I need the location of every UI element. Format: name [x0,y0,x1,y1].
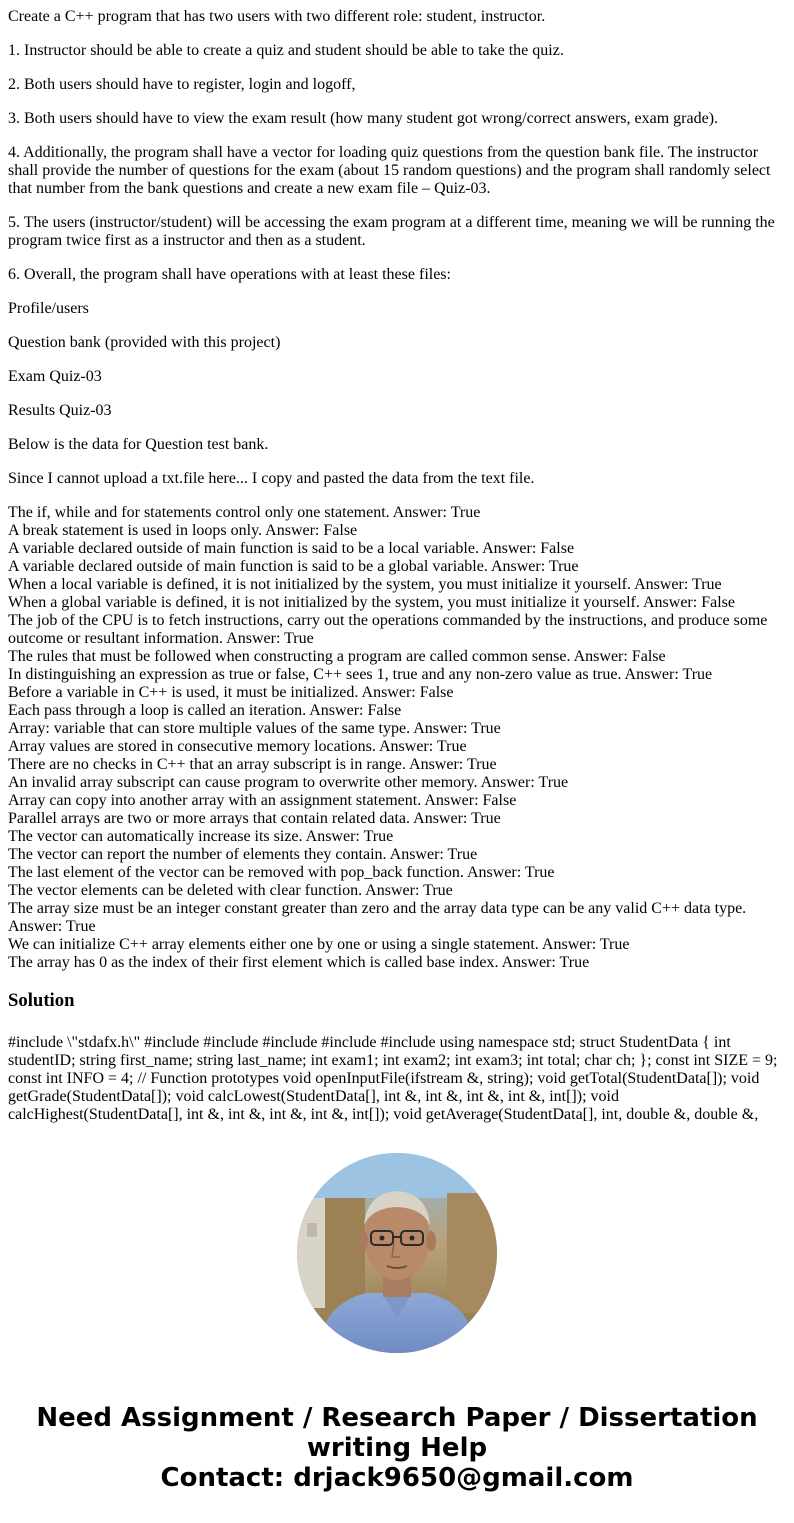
bank-item: The if, while and for statements control only one statement. Answer: True [8,504,481,521]
solution-heading: Solution [8,990,75,1011]
bank-item: Before a variable in C++ is used, it must be initialized. Answer: False [8,684,454,701]
bank-item: There are no checks in C++ that an array subscript is in range. Answer: True [8,756,497,773]
bank-item: The vector can report the number of elements they contain. Answer: True [8,846,478,863]
bank-item: Array values are stored in consecutive memory locations. Answer: True [8,738,467,755]
requirement-6: 6. Overall, the program shall have operations with at least these files: [8,266,451,283]
footer-line-2: writing Help [306,1433,488,1463]
bank-item: Array can copy into another array with an assignment statement. Answer: False [8,792,517,809]
bank-item: A variable declared outside of main function is said to be a global variable. Answer: True [8,558,579,575]
footer-contact: Contact: drjack9650@gmail.com [160,1463,634,1493]
bank-item: We can initialize C++ array elements either one by one or using a single statement. Answer: True [8,936,630,953]
file-profile-users: Profile/users [8,300,89,317]
solution-code: #include \"stdafx.h\" #include #include #include #include #include using namespace std; struct StudentData { int studentID; string first_name; string last_name; int exam1; int exam2; int exam3; int total; char ch; }; const int SIZE = 9; const int INFO = 4; // Function prototypes void openInputFile(ifstream &, string); void getTotal(StudentData[]); void getGrade(StudentData[]); void calcLowest(StudentData[], int &, int &, int &, int &, int[]); void calcHighest(StudentData[], int &, int &, int &, int &, int[]); void getAverage(StudentData[], int, double &, double &, [8,1034,778,1123]
bank-item: The array has 0 as the index of their first element which is called base index. Answer: True [8,954,590,971]
upload-note: Since I cannot upload a txt.file here... I copy and pasted the data from the text file. [8,470,535,487]
requirement-3: 3. Both users should have to view the exam result (how many student got wrong/correct answers, exam grade). [8,110,719,127]
bank-item: The vector can automatically increase its size. Answer: True [8,828,394,845]
footer-line-1: Need Assignment / Research Paper / Dissertation [36,1403,758,1433]
bank-item: The array size must be an integer constant greater than zero and the array data type can be any valid C++ data type. Answer: True [8,900,747,935]
bank-item: An invalid array subscript can cause program to overwrite other memory. Answer: True [8,774,569,791]
question-bank-list [8,504,786,972]
file-question-bank: Question bank (provided with this project) [8,334,281,351]
bank-item: When a global variable is defined, it is not initialized by the system, you must initialize it yourself. Answer: False [8,594,735,611]
bank-item: When a local variable is defined, it is not initialized by the system, you must initialize it yourself. Answer: True [8,576,722,593]
bank-item: The job of the CPU is to fetch instructions, carry out the operations commanded by the instructions, and produce some outcome or resultant information. Answer: True [8,612,768,647]
bank-item: Each pass through a loop is called an iteration. Answer: False [8,702,402,719]
bank-item: A break statement is used in loops only. Answer: False [8,522,358,539]
bank-item: Parallel arrays are two or more arrays that contain related data. Answer: True [8,810,501,827]
bank-item: Array: variable that can store multiple values of the same type. Answer: True [8,720,501,737]
bank-item: In distinguishing an expression as true or false, C++ sees 1, true and any non-zero value as true. Answer: True [8,666,713,683]
requirement-2: 2. Both users should have to register, login and logoff, [8,76,356,93]
file-results-quiz: Results Quiz-03 [8,402,112,419]
avatar [297,1153,497,1353]
file-exam-quiz: Exam Quiz-03 [8,368,102,385]
question-intro: Create a C++ program that has two users with two different role: student, instructor. [8,8,546,25]
bank-item: A variable declared outside of main function is said to be a local variable. Answer: False [8,540,575,557]
footer-banner [0,1403,794,1493]
bank-item: The last element of the vector can be removed with pop_back function. Answer: True [8,864,555,881]
requirement-4: 4. Additionally, the program shall have a vector for loading quiz questions from the question bank file. The instructor shall provide the number of questions for the exam (about 15 random questions) and the program shall randomly select that number from the bank questions and create a new exam file – Quiz-03. [8,144,771,197]
requirement-5: 5. The users (instructor/student) will be accessing the exam program at a different time, meaning we will be running the program twice first as a instructor and then as a student. [8,214,775,249]
bank-item: The vector elements can be deleted with clear function. Answer: True [8,882,453,899]
tutor-photo [297,1153,497,1353]
bank-item: The rules that must be followed when constructing a program are called common sense. Answer: False [8,648,666,665]
requirement-1: 1. Instructor should be able to create a quiz and student should be able to take the quiz. [8,42,564,59]
bank-intro: Below is the data for Question test bank. [8,436,269,453]
